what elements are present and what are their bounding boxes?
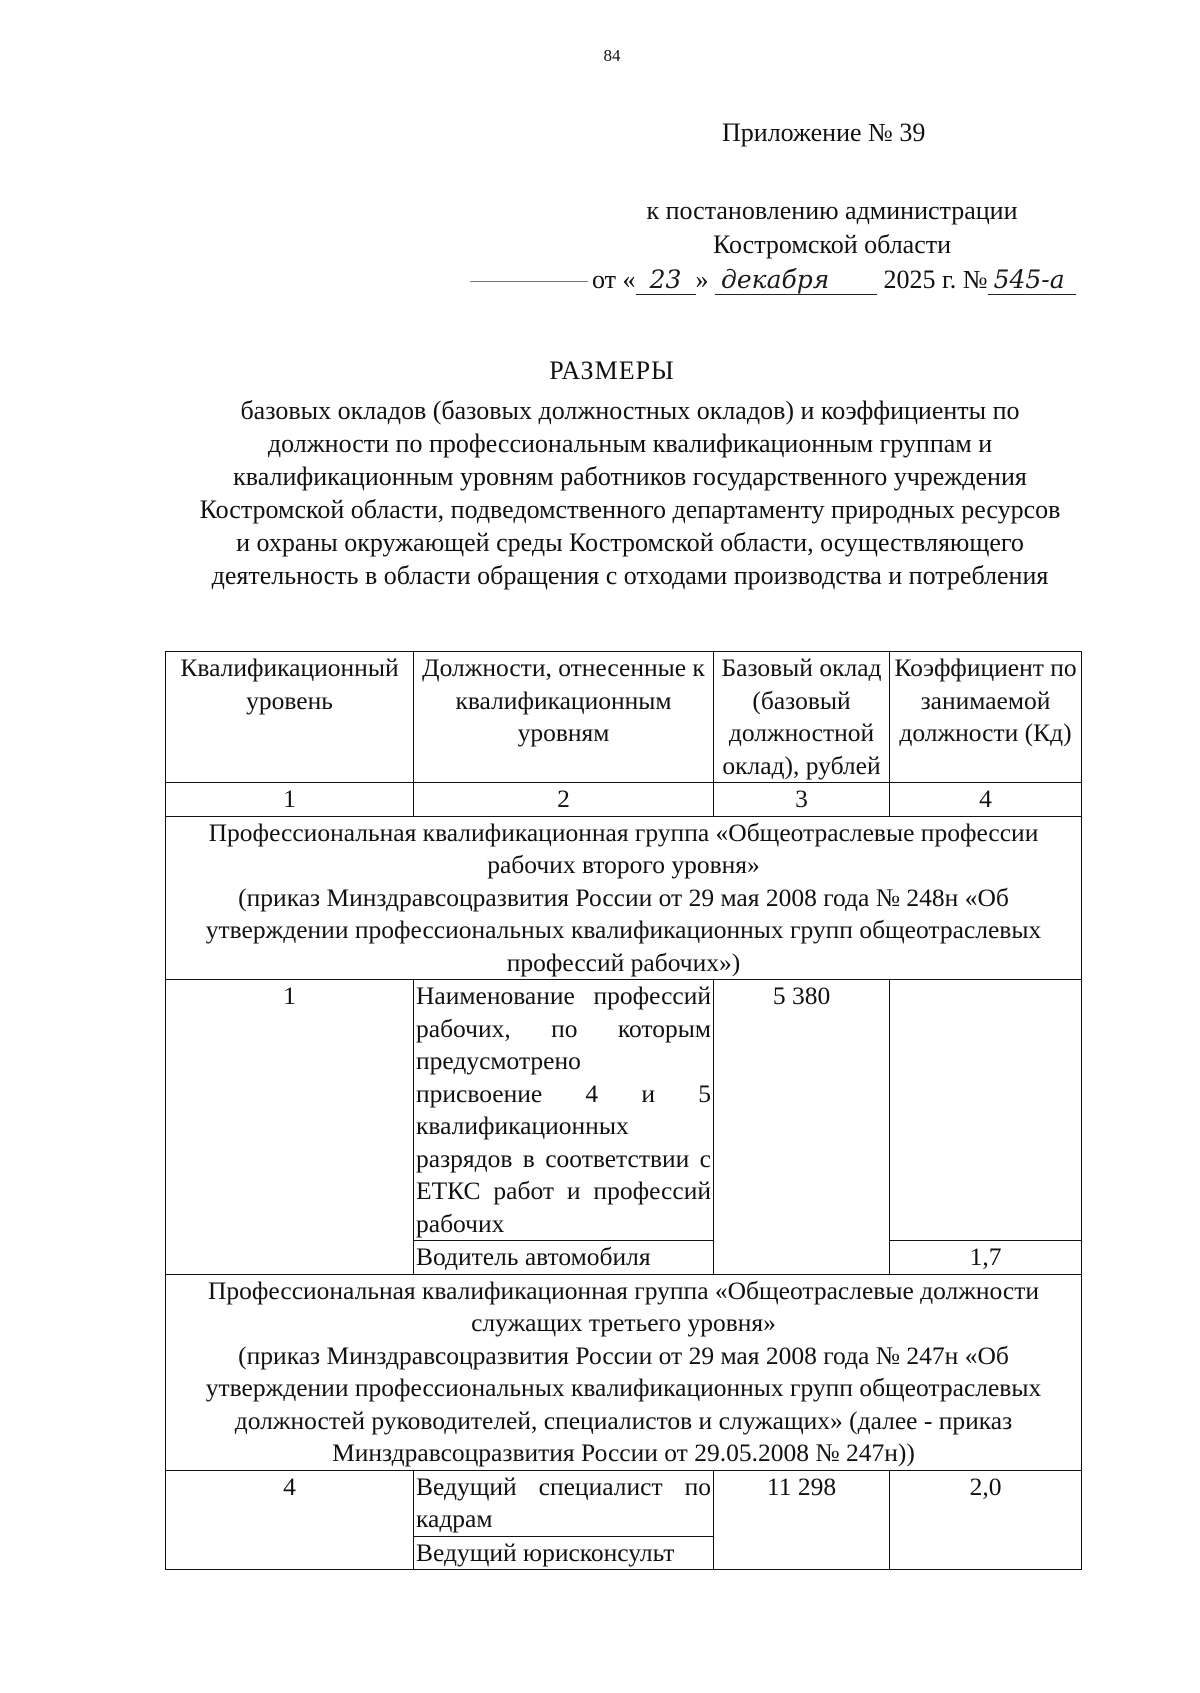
- date-year: 2025 г. №: [883, 265, 988, 294]
- date-mid: »: [695, 265, 709, 294]
- column-number: 4: [890, 783, 1082, 817]
- group-header-row: [166, 816, 1082, 980]
- header-positions: Должности, отнесенные к квалификационным уровням: [414, 652, 714, 783]
- document-title: РАЗМЕРЫ: [549, 356, 675, 385]
- coefficient-cell: 1,7: [890, 1241, 1082, 1275]
- document-subtitle: базовых окладов (базовых должностных окладов) и коэффициенты по должности по профессиональным квалификационным группам и квалификационным уровням работников государственного учреждения Костромской области, подведомственного департаменту природных ресурсов и охраны окружающей среды Костромской области, осуществляющего деятельность в области обращения с отходами производства и потребления: [199, 396, 1061, 590]
- appendix-label: Приложение № 39: [722, 118, 926, 147]
- column-number: 1: [166, 783, 414, 817]
- group-header-row: [166, 1274, 1082, 1470]
- handwritten-month: декабря: [715, 266, 877, 295]
- column-number: 3: [714, 783, 890, 817]
- position-cell: Ведущий юрисконсульт: [414, 1536, 714, 1570]
- group-title: Профессиональная квалификационная группа «Общеотраслевые профессии рабочих второго уровня»: [208, 817, 1039, 879]
- base-salary-cell: 11 298: [714, 1470, 890, 1570]
- table-row: [166, 980, 1082, 1241]
- date-prefix: от «: [592, 265, 636, 294]
- base-salary-cell: 5 380: [714, 980, 890, 1275]
- page-number: 84: [603, 46, 621, 65]
- position-cell: Наименование профессий рабочих, по которым предусмотрено присвоение 4 и 5 квалификационных разрядов в соответствии с ЕТКС работ и профессий рабочих: [414, 980, 714, 1241]
- qualification-level-cell: 1: [166, 980, 414, 1275]
- group-heading: [166, 1274, 1082, 1470]
- handwritten-number: 545-а: [988, 266, 1076, 295]
- decree-date-line: [470, 262, 1170, 298]
- header-base-salary: Базовый оклад (базовый должностной оклад), рублей: [714, 652, 890, 783]
- header-coefficient: Коэффициент по занимаемой должности (Кд): [890, 652, 1082, 783]
- header-qualification-level: Квалификационный уровень: [166, 652, 414, 783]
- qualification-level-cell: 4: [166, 1470, 414, 1570]
- header-row: [166, 652, 1082, 783]
- table-row: [166, 1470, 1082, 1536]
- group-order: (приказ Минздравсоцразвития России от 29 мая 2008 года № 248н «Об утверждении профессиональных квалификационных групп общеотраслевых профессий рабочих»): [205, 882, 1042, 977]
- coefficient-cell: [890, 980, 1082, 1241]
- group-order: (приказ Минздравсоцразвития России от 29 мая 2008 года № 247н «Об утверждении профессиональных квалификационных групп общеотраслевых должностей руководителей, специалистов и служащих» (далее - приказ Минздравсоцразвития России от 29.05.2008 № 247н)): [205, 1340, 1042, 1467]
- decree-line-2: Костромской области: [712, 230, 952, 259]
- coefficient-cell: 2,0: [890, 1470, 1082, 1570]
- group-title: Профессиональная квалификационная группа «Общеотраслевые должности служащих третьего уровня»: [207, 1275, 1040, 1337]
- decree-reference: [612, 194, 1052, 262]
- handwritten-day: 23: [636, 266, 696, 295]
- position-cell: Водитель автомобиля: [414, 1241, 714, 1275]
- column-number: 2: [414, 783, 714, 817]
- decree-line-1: к постановлению администрации: [646, 196, 1018, 225]
- group-heading: [166, 816, 1082, 980]
- column-number-row: [166, 783, 1082, 817]
- salary-table: [165, 651, 1082, 1570]
- position-cell: Ведущий специалист по кадрам: [414, 1470, 714, 1536]
- lead-rule: [470, 281, 588, 282]
